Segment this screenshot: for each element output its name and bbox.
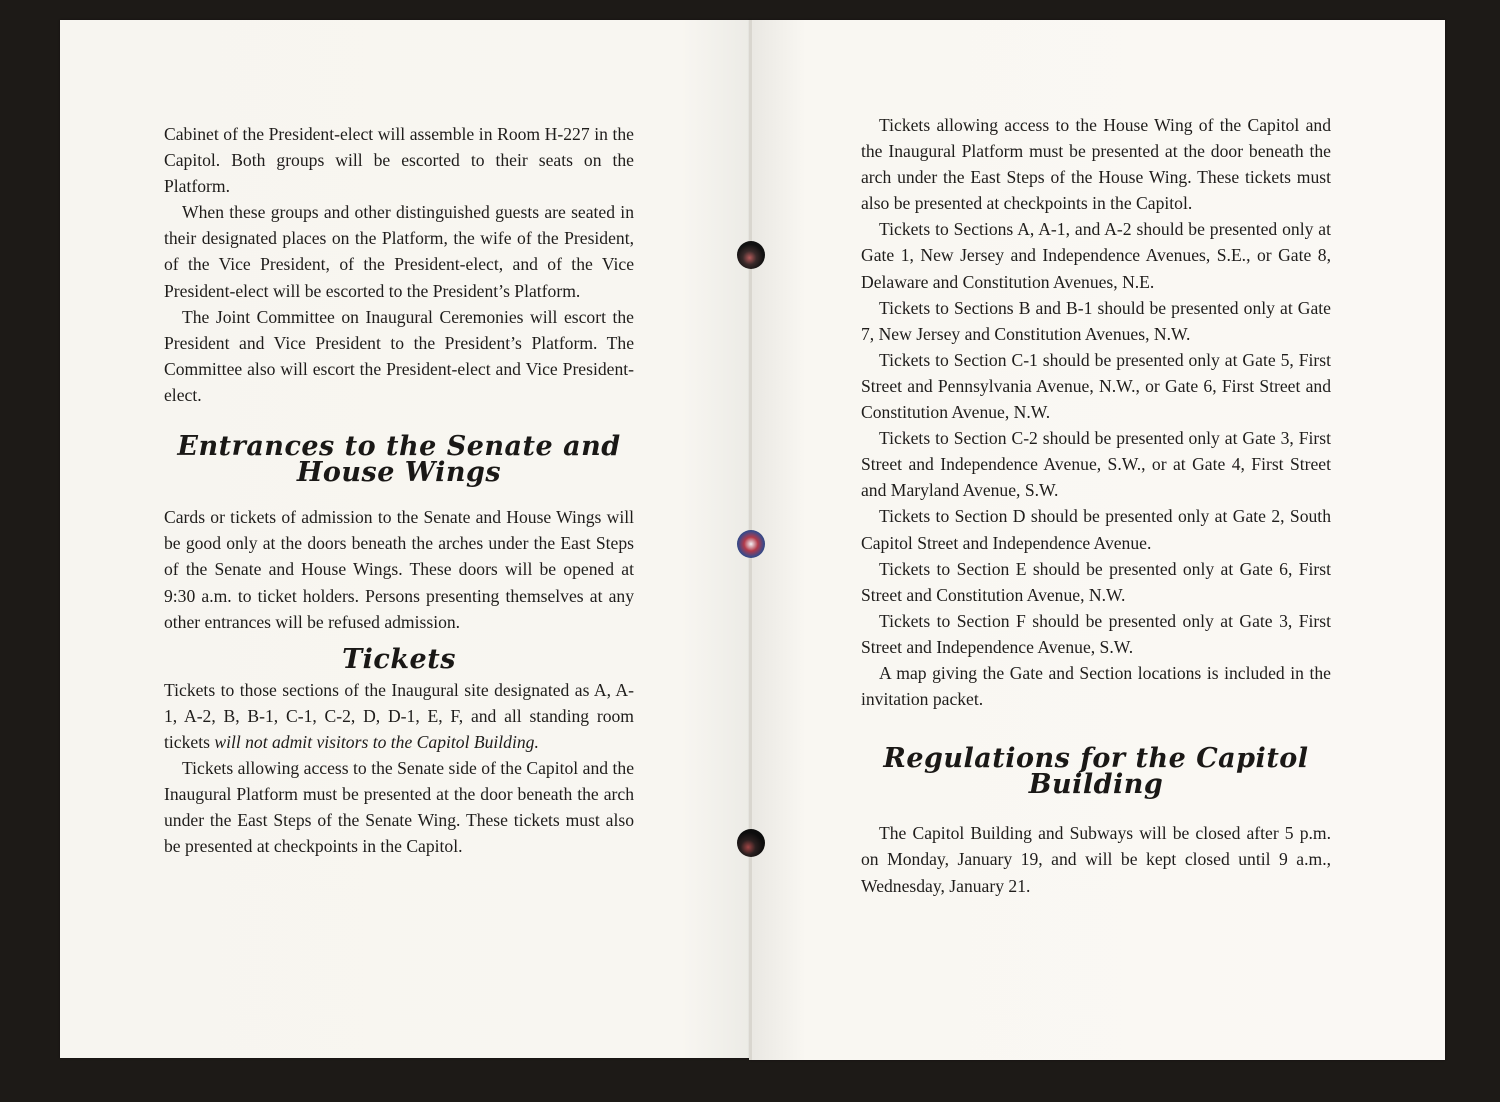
binding-hole-top — [737, 241, 765, 269]
paragraph-section-e: Tickets to Section E should be presented only at Gate 6, First Street and Constitution Avenue, N.W. — [861, 558, 1331, 605]
binding-hole-bottom — [737, 829, 765, 857]
right-page-text — [861, 112, 1331, 899]
paragraph-tickets — [164, 677, 634, 755]
paragraph-section-c1: Tickets to Section C-1 should be presented only at Gate 5, First Street and Pennsylvania Avenue, N.W., or Gate 6, First Street and Constitution Avenue, N.W. — [861, 349, 1331, 423]
right-page — [750, 20, 1445, 1060]
paragraph-distinguished-guests: When these groups and other distinguished guests are seated in their designated places on the Platform, the wife of the President, of the Vice President, of the President-elect, and of the Vice President-elect will be escorted to the President’s Platform. — [164, 202, 634, 301]
paragraph-house-access: Tickets allowing access to the House Wing of the Capitol and the Inaugural Platform must be presented at the door beneath the arch under the East Steps of the House Wing. These tickets must also be presented at checkpoints in the Capitol. — [861, 115, 1331, 214]
tickets-text: Tickets to those sections of the Inaugural site designated as A, A-1, A-2, B, B-1, C-1, C-2, D, D-1, E, F, and all standing room tickets — [164, 679, 634, 752]
heading-entrances: Entrances to the Senate and House Wings — [177, 431, 621, 489]
heading-regulations: Regulations for the Capitol Building — [883, 743, 1309, 801]
paragraph-map: A map giving the Gate and Section locations is included in the invitation packet. — [861, 662, 1331, 710]
heading-tickets: Tickets — [342, 643, 456, 675]
paragraph-sections-a: Tickets to Sections A, A-1, and A-2 should be presented only at Gate 1, New Jersey and Independence Avenues, S.E., or Gate 8, Delaware and Constitution Avenues, N.E. — [861, 219, 1331, 292]
paragraph-section-c2: Tickets to Section C-2 should be presented only at Gate 3, First Street and Independence Avenue, S.W., or at Gate 4, First Street and Maryland Avenue, S.W. — [861, 428, 1331, 501]
paragraph-senate-access: Tickets allowing access to the Senate side of the Capitol and the Inaugural Platform must be presented at the door beneath the arch under the East Steps of the Senate Wing. These tickets must also be presented at checkpoints in the Capitol. — [164, 758, 634, 857]
paragraph-section-d: Tickets to Section D should be presented only at Gate 2, South Capitol Street and Independence Avenue. — [861, 506, 1331, 553]
tickets-emphasis: will not admit visitors to the Capitol Building. — [214, 731, 539, 752]
paragraph-sections-b: Tickets to Sections B and B-1 should be presented only at Gate 7, New Jersey and Constitution Avenues, N.W. — [861, 297, 1331, 344]
left-page-text — [164, 121, 634, 859]
paragraph-regulations: The Capitol Building and Subways will be closed after 5 p.m. on Monday, January 19, and will be kept closed until 9 a.m., Wednesday, January 21. — [861, 823, 1331, 896]
paragraph-cabinet: Cabinet of the President-elect will assemble in Room H-227 in the Capitol. Both groups will be escorted to their seats on the Platform. — [164, 124, 634, 197]
binding-hole-middle — [737, 530, 765, 558]
paragraph-joint-committee: The Joint Committee on Inaugural Ceremonies will escort the President and Vice President to the President’s Platform. The Committee also will escort the President-elect and Vice President-elect. — [164, 306, 634, 405]
left-page — [60, 20, 750, 1058]
paragraph-entrances: Cards or tickets of admission to the Senate and House Wings will be good only at the doors beneath the arches under the East Steps of the Senate and House Wings. These doors will be opened at 9:30 a.m. to ticket holders. Persons presenting themselves at any other entrances will be refused admission. — [164, 507, 634, 632]
paragraph-section-f: Tickets to Section F should be presented only at Gate 3, First Street and Independence Avenue, S.W. — [861, 610, 1331, 657]
